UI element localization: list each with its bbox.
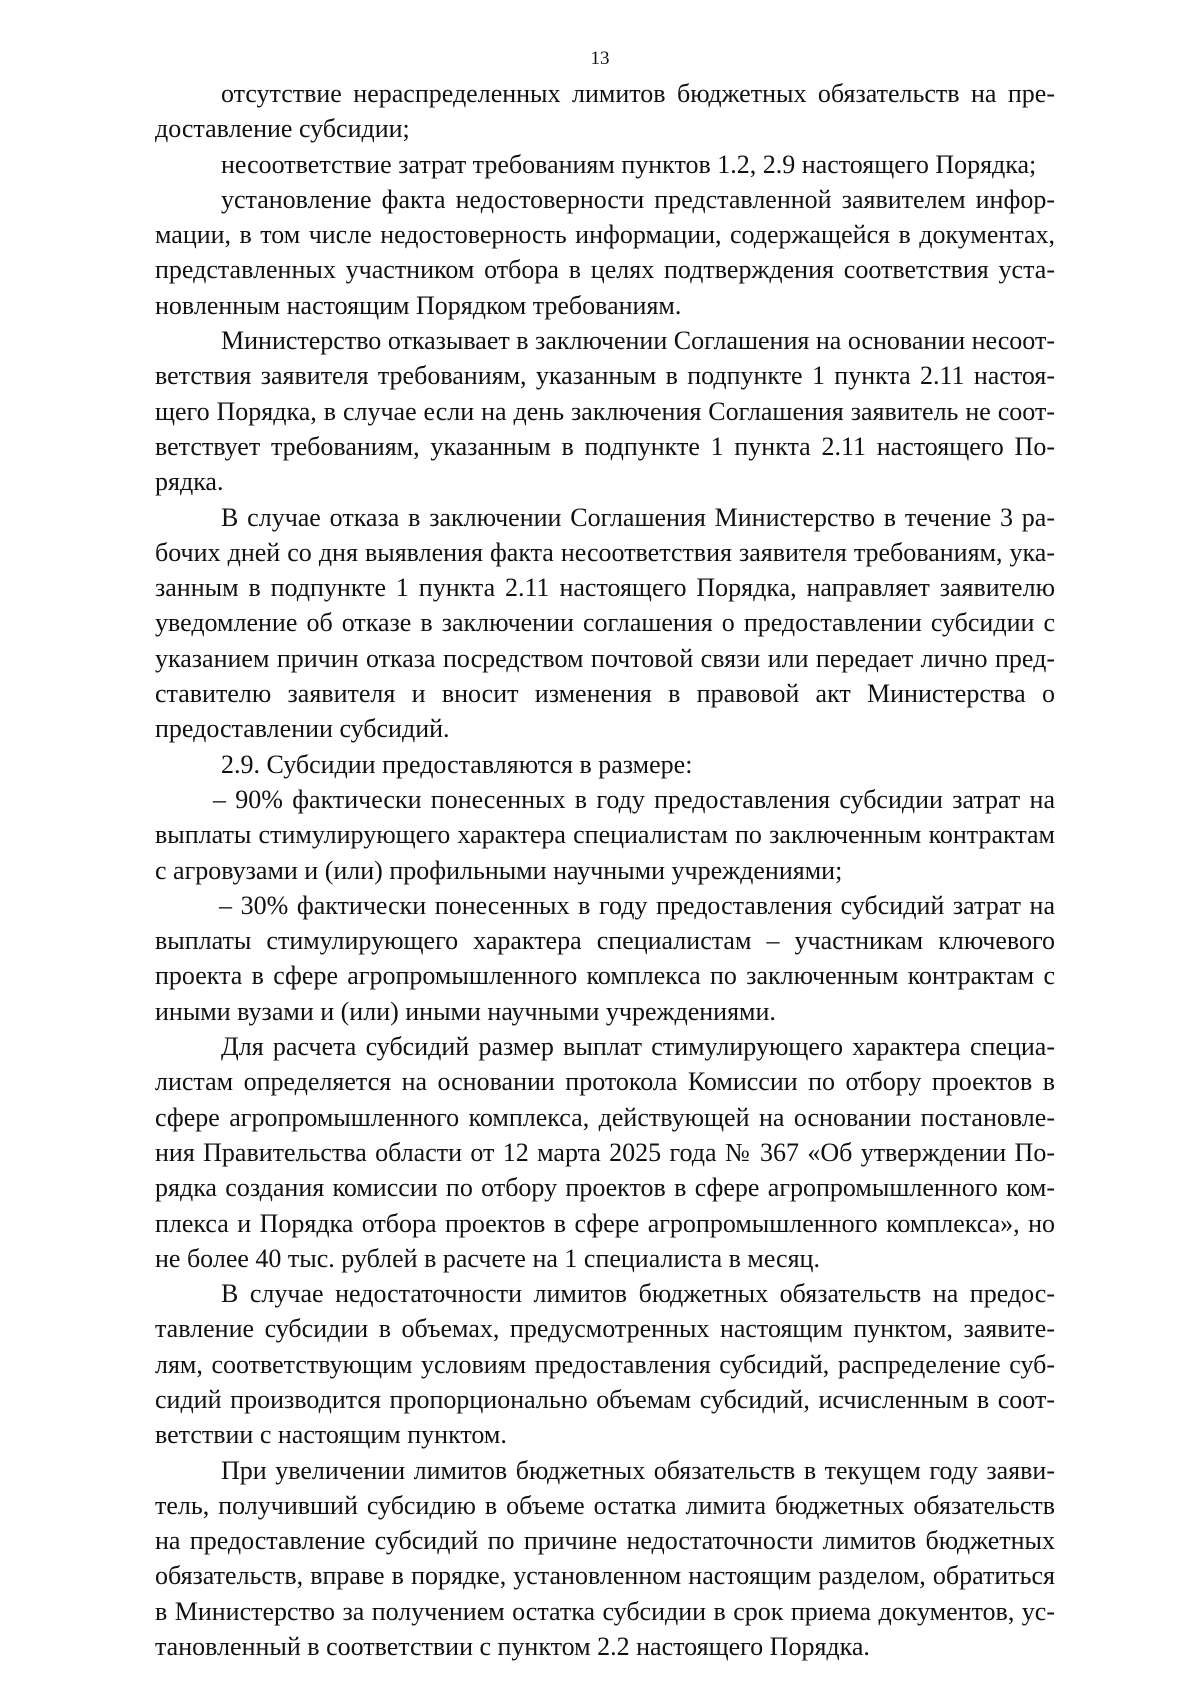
document-body	[155, 76, 1055, 1664]
paragraph-false-information: установление факта недостоверности представленной заявителем информации, в том числе недостоверность информации, содержащейся в документах, представленных участником отбора в целях подтверждения соответствия установленным настоящим Порядком требованиям.	[155, 184, 1055, 320]
paragraph-increased-limits: При увеличении лимитов бюджетных обязательств в текущем году заявитель, получивший субсидию в объеме остатка лимита бюджетных обязательств на предоставление субсидий по причине недостаточности лимитов бюджетных обязательств, вправе в порядке, установленном настоящим разделом, обратиться в Министерство за получением остатка субсидии в срок приема документов, установленный в соответствии с пунктом 2.2 настоящего Порядка.	[155, 1455, 1055, 1662]
paragraph-section-2-9-heading: 2.9. Субсидии предоставляются в размере:	[221, 749, 693, 779]
page-number: 13	[590, 48, 610, 69]
paragraph-payment-calculation: Для расчета субсидий размер выплат стимулирующего характера специалистам определяется на основании протокола Комиссии по отбору проектов в сфере агропромышленного комплекса, действующей на основании постановления Правительства области от 12 марта 2025 года № 367 «Об утверждении Порядка создания комиссии по отбору проектов в сфере агропромышленного комплекса и Порядка отбора проектов в сфере агропромышленного комплекса», но не более 40 тыс. рублей в расчете на 1 специалиста в месяц.	[155, 1032, 1055, 1273]
paragraph-no-limits: отсутствие нераспределенных лимитов бюджетных обязательств на предоставление субсидии;	[155, 79, 1055, 144]
paragraph-ministry-refusal: Министерство отказывает в заключении Соглашения на основании несоответствия заявителя требованиям, указанным в подпункте 1 пункта 2.11 настоящего Порядка, в случае если на день заключения Соглашения заявитель не соответствует требованиям, указанным в подпункте 1 пункта 2.11 настоящего Порядка.	[155, 326, 1055, 497]
paragraph-30-percent: – 30% фактически понесенных в году предоставления субсидий затрат на выплаты стимулирующего характера специалистам – участникам ключевого проекта в сфере агропромышленного комплекса по заключенным контрактам с иными вузами и (или) иными научными учреждениями.	[155, 890, 1055, 1026]
paragraph-90-percent: – 90% фактически понесенных в году предоставления субсидии затрат на выплаты стимулирующего характера специалистам по заключенным контрактам с агровузами и (или) профильными научными учреждениями;	[155, 784, 1055, 885]
paragraph-refusal-notice: В случае отказа в заключении Соглашения Министерство в течение 3 рабочих дней со дня выявления факта несоответствия заявителя требованиям, указанным в подпункте 1 пункта 2.11 настоящего Порядка, направляет заявителю уведомление об отказе в заключении соглашения о предоставлении субсидии с указанием причин отказа посредством почтовой связи или передает лично представителю заявителя и вносит изменения в правовой акт Министерства о предоставлении субсидий.	[155, 502, 1055, 744]
paragraph-insufficient-limits: В случае недостаточности лимитов бюджетных обязательств на предоставление субсидии в объемах, предусмотренных настоящим пунктом, заявителям, соответствующим условиям предоставления субсидий, распределение субсидий производится пропорционально объемам субсидий, исчисленным в соответствии с настоящим пунктом.	[155, 1279, 1055, 1450]
paragraph-cost-mismatch: несоответствие затрат требованиям пунктов 1.2, 2.9 настоящего Порядка;	[221, 149, 1037, 179]
